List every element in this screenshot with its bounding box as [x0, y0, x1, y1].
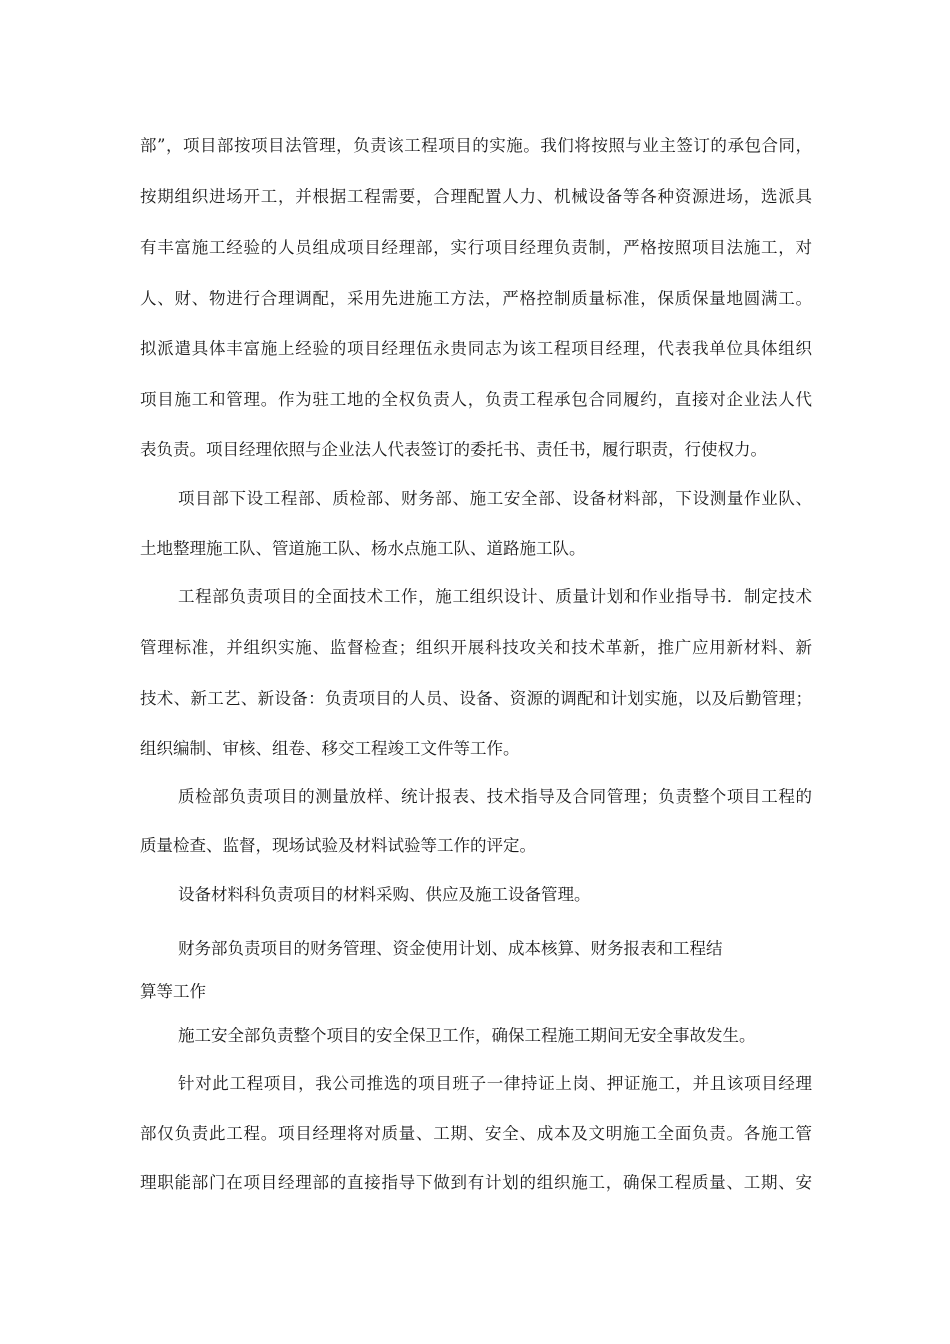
paragraph-line: 工程部负责项目的全面技术工作，施工组织设计、质量计划和作业指导书．制定技术: [178, 587, 812, 606]
paragraph-line: 财务部负责项目的财务管理、资金使用计划、成本核算、财务报表和工程结: [178, 939, 723, 958]
paragraph-line: 土地整理施工队、管道施工队、杨水点施工队、道路施工队。: [140, 539, 586, 558]
paragraph-line: 组织编制、审核、组卷、移交工程竣工文件等工作。: [140, 739, 520, 758]
paragraph-line: 部”，项目部按项目法管理，负责该工程项目的实施。我们将按照与业主签订的承包合同，: [140, 136, 812, 155]
paragraph-line: 表负责。项目经理依照与企业法人代表签订的委托书、责任书，履行职责，行使权力。: [140, 440, 767, 459]
paragraph-line: 人、财、物进行合理调配，采用先进施工方法，严格控制质量标准，保质保量地圆满工。: [140, 289, 812, 308]
paragraph-line: 部仅负责此工程。项目经理将对质量、工期、安全、成本及文明施工全面负责。各施工管: [140, 1124, 812, 1143]
paragraph-line: 质检部负责项目的测量放样、统计报表、技术指导及合同管理；负责整个项目工程的: [178, 787, 812, 806]
paragraph-line: 设备材料科负责项目的材料采购、供应及施工设备管理。: [178, 885, 591, 904]
paragraph-line: 有丰富施工经验的人员组成项目经理部，实行项目经理负责制，严格按照项目法施工，对: [140, 238, 812, 257]
paragraph-line: 针对此工程项目，我公司推选的项目班子一律持证上岗、押证施工，并且该项目经理: [178, 1074, 812, 1093]
paragraph-line: 技术、新工艺、新设备：负责项目的人员、设备、资源的调配和计划实施，以及后勤管理；: [140, 689, 812, 708]
paragraph-line: 项目施工和管理。作为驻工地的全权负责人，负责工程承包合同履约，直接对企业法人代: [140, 390, 812, 409]
paragraph-line: 按期组织进场开工，并根据工程需要，合理配置人力、机械设备等各种资源进场，选派具: [140, 187, 812, 206]
paragraph-line: 拟派遣具体丰富施上经验的项目经理伍永贵同志为该工程项目经理，代表我单位具体组织: [140, 339, 812, 358]
paragraph-line: 施工安全部负责整个项目的安全保卫工作，确保工程施工期间无安全事故发生。: [178, 1026, 756, 1045]
paragraph-line: 质量检查、监督，现场试验及材料试验等工作的评定。: [140, 836, 536, 855]
paragraph-line: 理职能部门在项目经理部的直接指导下做到有计划的组织施工，确保工程质量、工期、安: [140, 1173, 812, 1192]
paragraph-line: 管理标准，并组织实施、监督检查；组织开展科技攻关和技术革新，推广应用新材料、新: [140, 638, 812, 657]
paragraph-line: 算等工作: [140, 982, 206, 1001]
paragraph-line: 项目部下设工程部、质检部、财务部、施工安全部、设备材料部，下设测量作业队、: [178, 489, 812, 508]
